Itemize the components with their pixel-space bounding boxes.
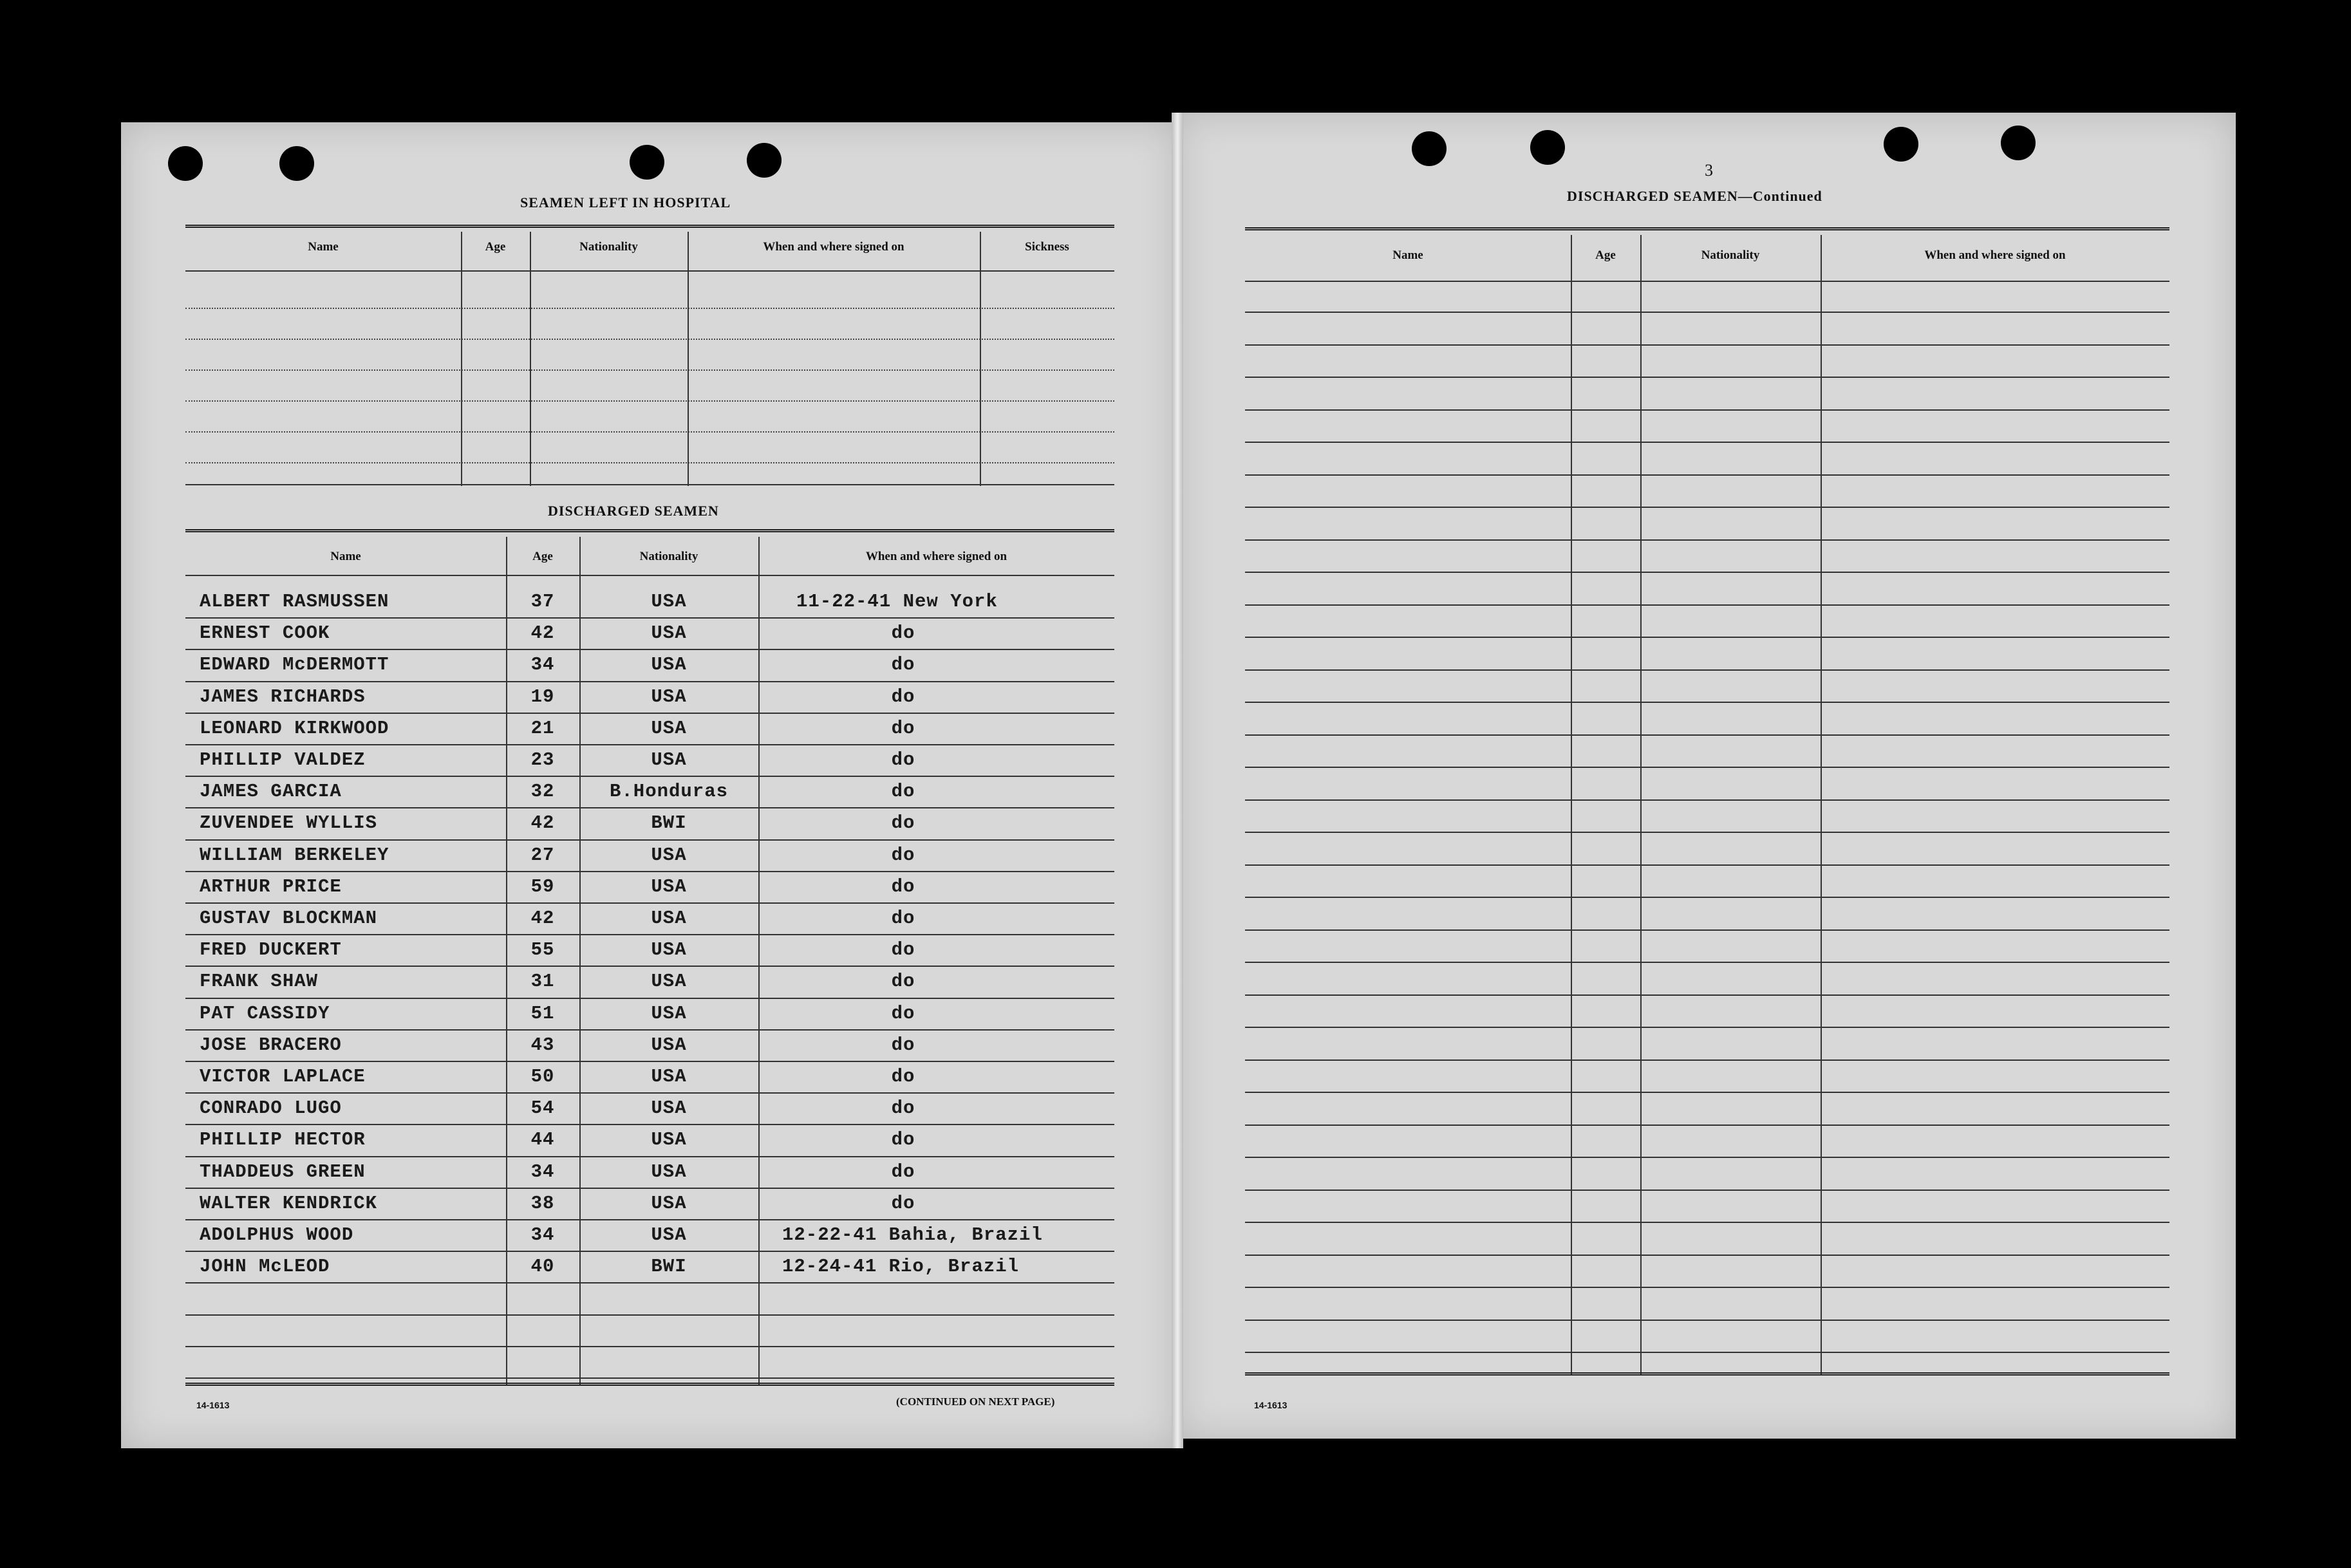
continued-row-line [1245,539,2169,541]
discharged-row-line [185,807,1114,808]
discharged-row-line [185,1377,1114,1379]
seaman-age: 44 [530,1129,555,1150]
discharged-column-header: When and where signed on [865,550,1007,563]
discharged-header-rule [185,575,1114,576]
seaman-name: JAMES GARCIA [200,781,342,802]
continued-row-line [1245,1287,2169,1288]
seaman-name: FRED DUCKERT [200,939,342,960]
hospital-row-line [185,308,1114,309]
continued-column-divider [1571,235,1572,1376]
seaman-nationality: USA [651,1066,687,1087]
hospital-column-header: Name [308,240,339,254]
seaman-age: 55 [530,939,555,960]
seaman-age: 34 [530,1161,555,1182]
discharged-row-line [185,713,1114,714]
hospital-column-divider [530,232,531,486]
hospital-column-divider [980,232,981,486]
seaman-age: 54 [530,1097,555,1119]
discharged-column-header: Nationality [639,550,698,563]
discharged-column-header: Name [330,550,361,563]
seaman-signed-on: do [891,654,915,675]
seaman-signed-on: do [891,939,915,960]
continued-column-header: Name [1392,248,1423,262]
discharged-row-line [185,1061,1114,1062]
hospital-column-header: When and where signed on [763,240,904,254]
seaman-signed-on: do [891,1193,915,1214]
seaman-age: 32 [530,781,555,802]
seaman-name: LEONARD KIRKWOOD [200,718,389,739]
seaman-age: 40 [530,1256,555,1277]
discharged-section-title: DISCHARGED SEAMEN [548,503,719,519]
continued-header-rule [1245,281,2169,282]
seaman-name: ADOLPHUS WOOD [200,1224,354,1246]
seaman-name: JAMES RICHARDS [200,686,366,707]
hospital-column-divider [461,232,462,486]
discharged-row-line [185,1251,1114,1252]
seaman-name: VICTOR LAPLACE [200,1066,366,1087]
discharged-column-header: Age [532,550,553,563]
seaman-nationality: USA [651,749,687,770]
hospital-table-bottom-rule [185,484,1114,485]
seaman-signed-on: do [891,781,915,802]
seaman-nationality: BWI [651,1256,687,1277]
discharged-row-line [185,839,1114,841]
continued-row-line [1245,637,2169,638]
discharged-row-line [185,1156,1114,1157]
discharged-row-line [185,1124,1114,1125]
continued-row-line [1245,1157,2169,1158]
continued-row-line [1245,409,2169,411]
hospital-row-line [185,369,1114,371]
hospital-column-divider [688,232,689,486]
punch-hole [1530,130,1565,165]
seaman-nationality: B.Honduras [609,781,729,802]
continued-row-line [1245,507,2169,508]
seaman-nationality: USA [651,971,687,992]
seaman-nationality: USA [651,1129,687,1150]
seaman-nationality: USA [651,1224,687,1246]
seaman-nationality: USA [651,718,687,739]
continued-row-line [1245,1222,2169,1223]
seaman-name: EDWARD McDERMOTT [200,654,389,675]
hospital-column-header: Nationality [579,240,638,254]
punch-hole [630,145,664,180]
seaman-signed-on: do [891,622,915,644]
form-number-left: 14-1613 [196,1400,230,1410]
continued-row-line [1245,474,2169,476]
continued-column-divider [1821,235,1822,1376]
hospital-column-header: Sickness [1025,240,1069,254]
seaman-nationality: USA [651,939,687,960]
seaman-name: PHILLIP HECTOR [200,1129,366,1150]
seaman-age: 42 [530,622,555,644]
discharged-row-line [185,1219,1114,1220]
seaman-nationality: USA [651,1097,687,1119]
continued-section-title: DISCHARGED SEAMEN—Continued [1567,188,1822,204]
continued-row-line [1245,1059,2169,1061]
continued-row-line [1245,669,2169,671]
hospital-table-top-rule [185,225,1114,228]
continued-row-line [1245,377,2169,378]
seaman-nationality: USA [651,654,687,675]
seaman-signed-on: do [891,1129,915,1150]
continued-row-line [1245,799,2169,801]
continued-row-line [1245,994,2169,996]
continued-column-header: Nationality [1701,248,1760,262]
seaman-signed-on: do [891,1003,915,1024]
seaman-nationality: USA [651,845,687,866]
seaman-age: 38 [530,1193,555,1214]
seaman-nationality: USA [651,622,687,644]
seaman-age: 27 [530,845,555,866]
seaman-nationality: USA [651,686,687,707]
seaman-signed-on: do [891,686,915,707]
seaman-nationality: USA [651,1193,687,1214]
seaman-age: 19 [530,686,555,707]
continued-column-header: When and where signed on [1924,248,2066,262]
seaman-signed-on: do [891,1034,915,1056]
continued-row-line [1245,1092,2169,1093]
discharged-table-bottom-rule [185,1383,1114,1386]
continued-row-line [1245,929,2169,931]
continued-row-line [1245,1190,2169,1191]
continued-row-line [1245,1255,2169,1256]
seaman-name: ARTHUR PRICE [200,876,342,897]
continued-table-top-rule [1245,227,2169,230]
hospital-row-line [185,400,1114,402]
seaman-signed-on: 12-24-41 Rio, Brazil [782,1256,1020,1277]
seaman-signed-on: 12-22-41 Bahia, Brazil [782,1224,1043,1246]
continued-row-line [1245,832,2169,833]
seaman-signed-on: do [891,749,915,770]
seaman-age: 42 [530,908,555,929]
seaman-nationality: USA [651,908,687,929]
discharged-row-line [185,1282,1114,1283]
discharged-row-line [185,617,1114,619]
seaman-name: ZUVENDEE WYLLIS [200,812,378,834]
seaman-nationality: USA [651,876,687,897]
seaman-name: JOHN McLEOD [200,1256,330,1277]
continued-row-line [1245,344,2169,346]
discharged-row-line [185,1346,1114,1347]
seaman-signed-on: do [891,908,915,929]
seaman-age: 34 [530,1224,555,1246]
discharged-row-line [185,1029,1114,1031]
seaman-signed-on: do [891,718,915,739]
discharged-row-line [185,649,1114,650]
hospital-section-title: SEAMEN LEFT IN HOSPITAL [520,194,731,210]
discharged-row-line [185,934,1114,935]
discharged-row-line [185,998,1114,999]
continued-note: (CONTINUED ON NEXT PAGE) [896,1395,1055,1408]
continued-row-line [1245,864,2169,866]
seaman-age: 59 [530,876,555,897]
discharged-row-line [185,1188,1114,1189]
discharged-row-line [185,966,1114,967]
continued-row-line [1245,572,2169,573]
punch-hole [747,143,782,178]
punch-hole [1412,131,1447,166]
continued-row-line [1245,962,2169,963]
seaman-age: 42 [530,812,555,834]
seaman-nationality: USA [651,1034,687,1056]
continued-row-line [1245,1320,2169,1321]
seaman-name: CONRADO LUGO [200,1097,342,1119]
discharged-row-line [185,681,1114,682]
seaman-signed-on: do [891,1066,915,1087]
punch-hole [2001,126,2036,160]
seaman-name: GUSTAV BLOCKMAN [200,908,378,929]
seaman-nationality: USA [651,1003,687,1024]
continued-row-line [1245,897,2169,898]
punch-hole [279,146,314,181]
continued-column-header: Age [1595,248,1616,262]
hospital-row-line [185,339,1114,340]
seaman-nationality: BWI [651,812,687,834]
punch-hole [1884,127,1918,162]
seaman-age: 50 [530,1066,555,1087]
seaman-name: JOSE BRACERO [200,1034,342,1056]
hospital-row-line [185,462,1114,463]
page-number: 3 [1705,161,1713,180]
punch-hole [168,146,203,181]
continued-row-line [1245,1027,2169,1028]
hospital-column-header: Age [485,240,506,254]
seaman-name: PAT CASSIDY [200,1003,330,1024]
continued-row-line [1245,702,2169,703]
seaman-signed-on: 11-22-41 New York [796,591,998,612]
seaman-age: 21 [530,718,555,739]
continued-row-line [1245,604,2169,606]
continued-row-line [1245,1125,2169,1126]
seaman-signed-on: do [891,971,915,992]
hospital-row-line [185,431,1114,433]
continued-table-bottom-rule [1245,1372,2169,1376]
discharged-row-line [185,776,1114,777]
seaman-age: 34 [530,654,555,675]
seaman-name: PHILLIP VALDEZ [200,749,366,770]
seaman-name: ALBERT RASMUSSEN [200,591,389,612]
discharged-row-line [185,744,1114,745]
continued-row-line [1245,767,2169,768]
seaman-signed-on: do [891,1097,915,1119]
seaman-age: 43 [530,1034,555,1056]
seaman-name: FRANK SHAW [200,971,319,992]
form-number-right: 14-1613 [1254,1400,1288,1410]
seaman-name: THADDEUS GREEN [200,1161,366,1182]
discharged-row-line [185,1314,1114,1316]
seaman-age: 51 [530,1003,555,1024]
seaman-name: WALTER KENDRICK [200,1193,378,1214]
discharged-row-line [185,902,1114,904]
continued-row-line [1245,734,2169,736]
discharged-row-line [185,871,1114,872]
continued-column-divider [1640,235,1642,1376]
seaman-age: 31 [530,971,555,992]
continued-row-line [1245,1352,2169,1353]
seaman-signed-on: do [891,876,915,897]
seaman-age: 23 [530,749,555,770]
seaman-age: 37 [530,591,555,612]
continued-row-line [1245,442,2169,443]
seaman-name: ERNEST COOK [200,622,330,644]
discharged-table-top-rule [185,529,1114,532]
seaman-nationality: USA [651,1161,687,1182]
seaman-signed-on: do [891,1161,915,1182]
page-gutter [1172,113,1183,1448]
seaman-signed-on: do [891,845,915,866]
hospital-header-rule [185,270,1114,272]
discharged-row-line [185,1092,1114,1094]
seaman-nationality: USA [651,591,687,612]
seaman-name: WILLIAM BERKELEY [200,845,389,866]
seaman-signed-on: do [891,812,915,834]
continued-row-line [1245,312,2169,313]
